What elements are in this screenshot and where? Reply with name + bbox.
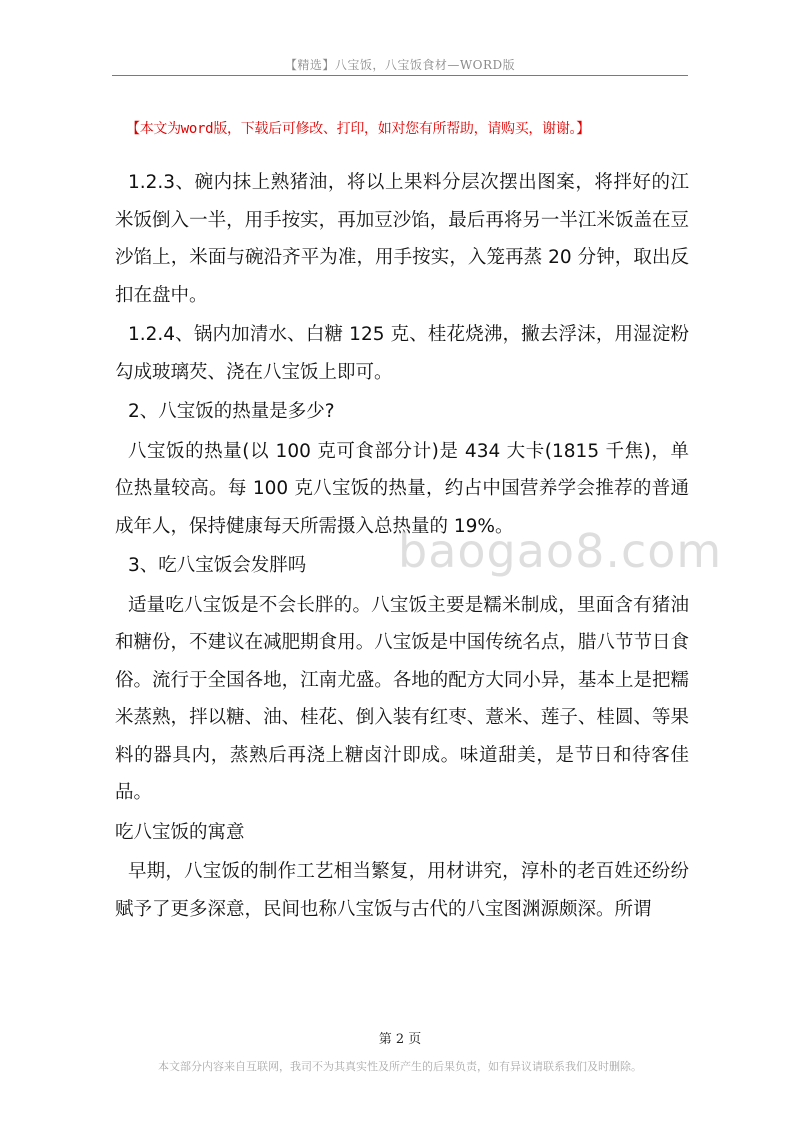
paragraph-meaning: 早期，八宝饭的制作工艺相当繁复，用材讲究，淳朴的老百姓还纷纷赋予了更多深意，民间也称八宝饭与古代的八宝图渊源颇深。所谓 — [115, 861, 689, 920]
page-number: 第 2 页 — [378, 1032, 422, 1047]
section-heading-calories: 2、八宝饭的热量是多少? — [127, 401, 335, 422]
download-notice: 【本文为word版，下载后可修改、打印，如对您有所帮助，请购买，谢谢。】 — [126, 121, 590, 137]
section-heading-weight-gain: 3、吃八宝饭会发胖吗 — [127, 555, 307, 576]
page-header-title: 【精选】八宝饭，八宝饭食材—WORD版 — [284, 58, 516, 72]
paragraph-step-1-2-3: 1.2.3、碗内抹上熟猪油，将以上果料分层次摆出图案，将拌好的江米饭倒入一半，用手按实，再加豆沙馅，最后再将另一半江米饭盖在豆沙馅上，米面与碗沿齐平为准，用手按实，入笼再蒸 20 分钟，取出反扣在盘中。 — [115, 172, 689, 306]
paragraph-step-1-2-4: 1.2.4、锅内加清水、白糖 125 克、桂花烧沸，撇去浮沫，用湿淀粉勾成玻璃芡、浇在八宝饭上即可。 — [115, 324, 689, 383]
watermark: baogao8.com — [398, 524, 723, 578]
footer-disclaimer: 本文部分内容来自互联网，我司不为其真实性及所产生的后果负责，如有异议请联系我们及时删除。 — [158, 1060, 642, 1073]
section-heading-meaning: 吃八宝饭的寓意 — [115, 821, 245, 843]
header-divider — [112, 75, 688, 76]
document-body — [115, 164, 689, 930]
paragraph-calories: 八宝饭的热量(以 100 克可食部分计)是 434 大卡(1815 千焦)，单位热量较高。每 100 克八宝饭的热量，约占中国营养学会推荐的普通成年人，保持健康每天所需摄入总热量的 19%。 — [115, 440, 689, 537]
paragraph-weight-gain: 适量吃八宝饭是不会长胖的。八宝饭主要是糯米制成，里面含有猪油和糖份，不建议在减肥期食用。八宝饭是中国传统名点，腊八节节日食俗。流行于全国各地，江南尤盛。各地的配方大同小异，基本上是把糯米蒸熟，拌以糖、油、桂花、倒入装有红枣、薏米、莲子、桂圆、等果料的器具内，蒸熟后再浇上糖卤汁即成。味道甜美，是节日和待客佳品。 — [115, 594, 689, 803]
